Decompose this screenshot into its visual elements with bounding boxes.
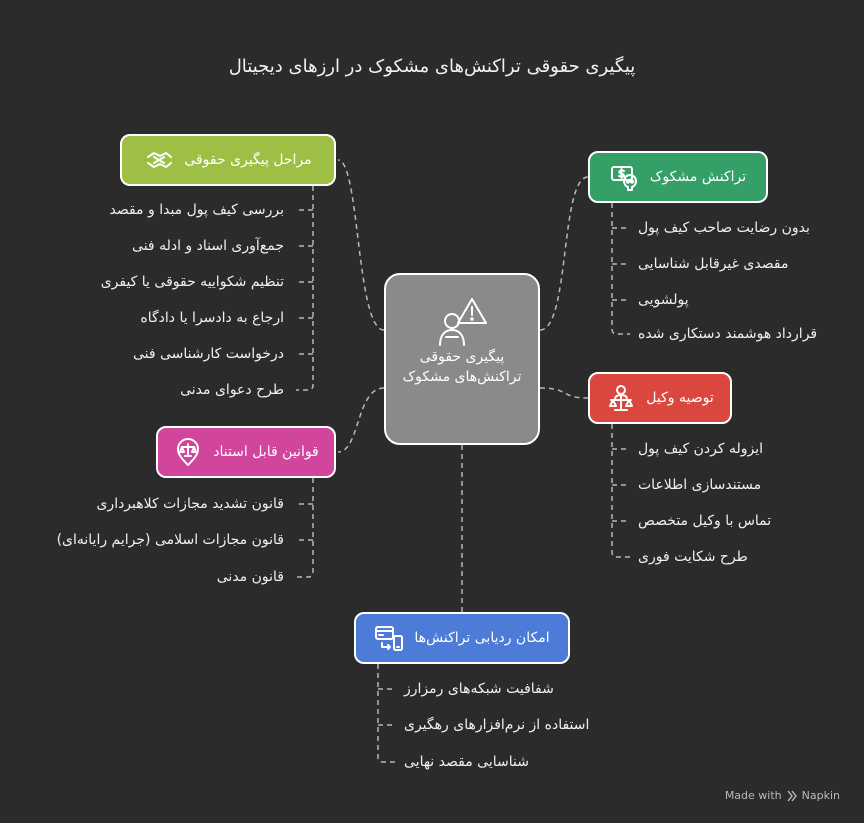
napkin-logo-icon bbox=[786, 790, 798, 802]
list-item: پولشویی bbox=[638, 292, 689, 308]
list-item: قرارداد هوشمند دستکاری شده bbox=[638, 326, 818, 342]
transaction-tracking-icon bbox=[374, 623, 404, 653]
list-item: تنظیم شکواییه حقوقی یا کیفری bbox=[100, 274, 284, 290]
scales-icon bbox=[173, 437, 203, 467]
footer-watermark bbox=[725, 789, 840, 802]
handshake-icon bbox=[144, 145, 174, 175]
category-label: مراحل پیگیری حقوقی bbox=[184, 152, 312, 168]
category-applicable-laws bbox=[156, 426, 336, 478]
list-item: طرح شکایت فوری bbox=[638, 549, 748, 565]
list-item: مستندسازی اطلاعات bbox=[638, 477, 762, 493]
list-item: طرح دعوای مدنی bbox=[180, 382, 284, 398]
category-suspicious-transaction bbox=[588, 151, 768, 203]
footer-brand: Napkin bbox=[801, 789, 840, 802]
category-transaction-tracking bbox=[354, 612, 570, 664]
list-item: بررسی کیف پول مبدا و مقصد bbox=[109, 202, 284, 218]
money-skull-icon bbox=[610, 162, 640, 192]
list-item: قانون مدنی bbox=[216, 569, 284, 585]
list-item: شناسایی مقصد نهایی bbox=[404, 754, 529, 770]
category-legal-procedures bbox=[120, 134, 336, 186]
central-topic-node bbox=[384, 273, 540, 445]
list-item: ایزوله کردن کیف پول bbox=[638, 441, 763, 457]
list-item: قانون مجازات اسلامی (جرایم رایانه‌ای) bbox=[56, 532, 284, 548]
list-item: شفافیت شبکه‌های رمزارز bbox=[404, 681, 554, 697]
list-item: مقصدی غیرقابل شناسایی bbox=[638, 256, 789, 272]
category-label: تراکنش مشکوک bbox=[649, 169, 747, 185]
central-topic-label: پیگیری حقوقی تراکنش‌های مشکوک bbox=[402, 349, 522, 385]
list-item: استفاده از نرم‌افزارهای رهگیری bbox=[404, 717, 590, 733]
list-item: ارجاع به دادسرا یا دادگاه bbox=[140, 310, 284, 326]
category-lawyer-advice bbox=[588, 372, 732, 424]
list-item: تماس با وکیل متخصص bbox=[638, 513, 772, 529]
lawyer-icon bbox=[606, 383, 636, 413]
list-item: قانون تشدید مجازات کلاهبرداری bbox=[96, 496, 284, 512]
category-label: امکان ردیابی تراکنش‌ها bbox=[414, 630, 550, 646]
list-item: جمع‌آوری اسناد و ادله فنی bbox=[132, 238, 284, 254]
diagram-title: پیگیری حقوقی تراکنش‌های مشکوک در ارزهای دیجیتال bbox=[228, 56, 636, 77]
category-label: توصیه وکیل bbox=[646, 390, 714, 406]
list-item: درخواست کارشناسی فنی bbox=[132, 346, 284, 362]
footer-text: Made with bbox=[724, 789, 782, 802]
category-label: قوانین قابل استناد bbox=[213, 444, 319, 460]
legal-alert-icon bbox=[434, 295, 494, 347]
list-item: بدون رضایت صاحب کیف پول bbox=[638, 220, 810, 236]
